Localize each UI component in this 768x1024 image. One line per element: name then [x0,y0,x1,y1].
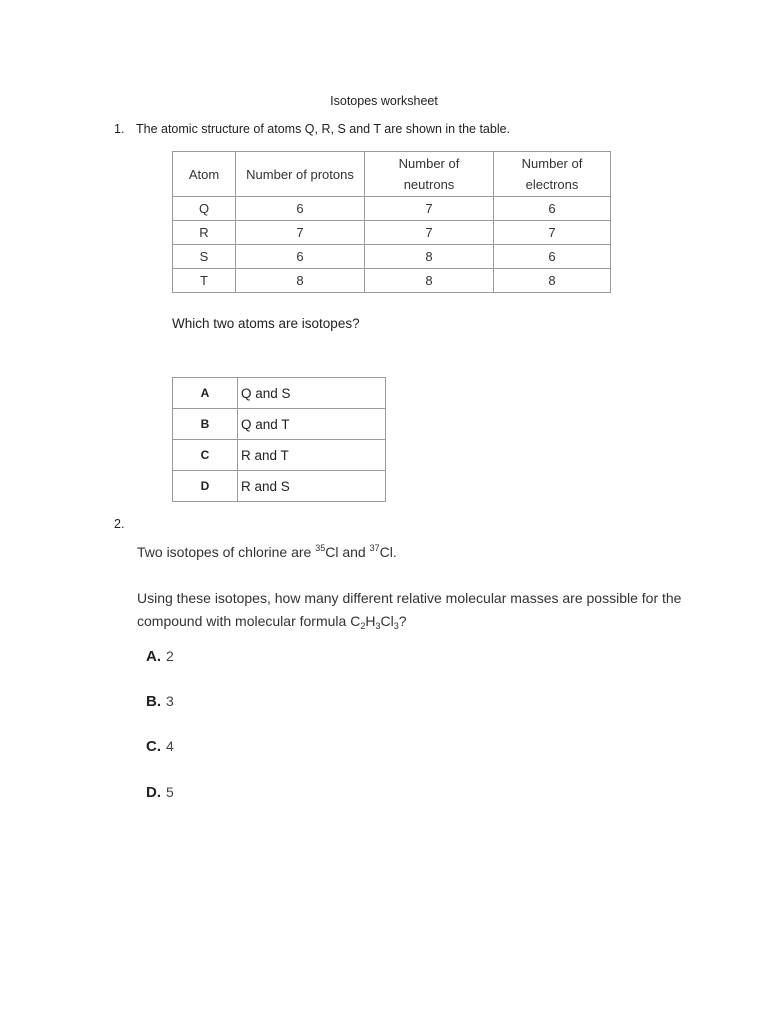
question-2-option-b[interactable] [146,693,174,710]
option-key: C [173,440,238,471]
option-row-b[interactable] [173,409,386,440]
option-row-c[interactable] [173,440,386,471]
table-row [173,269,611,293]
question-2-option-c[interactable] [146,738,174,755]
header-electrons [494,152,611,197]
formula-element: Cl [380,613,394,629]
table-row [173,221,611,245]
option-row-a[interactable] [173,378,386,409]
isotope-2-symbol: Cl. [379,544,397,560]
cell-atom: R [173,221,236,245]
worksheet-title: Isotopes worksheet [330,94,438,108]
question-1-prompt: Which two atoms are isotopes? [172,316,360,331]
formula-subscript: 3 [393,621,399,631]
option-text: Q and S [238,378,386,409]
question-2-number: 2. [114,517,125,531]
question-1-number: 1. [114,122,125,136]
cell-protons: 7 [236,221,365,245]
table-row [173,197,611,221]
option-key: A [173,378,238,409]
option-letter: B. [146,693,161,710]
formula-subscript: 2 [360,621,366,631]
cell-neutrons: 7 [365,221,494,245]
header-neutrons-line2: neutrons [403,177,455,192]
option-value: 5 [166,784,174,800]
cell-protons: 8 [236,269,365,293]
formula-element: H [365,613,376,629]
question-end: ? [398,613,407,629]
table-row [173,245,611,269]
option-text: R and S [238,471,386,502]
cell-neutrons: 8 [365,245,494,269]
header-electrons-line2: electrons [525,177,579,192]
header-electrons-line1: Number of [521,156,583,171]
option-value: 2 [166,648,174,664]
question-2-option-d[interactable] [146,784,174,801]
cell-electrons: 8 [494,269,611,293]
option-key: D [173,471,238,502]
option-letter: C. [146,738,161,755]
option-letter: A. [146,648,161,665]
header-neutrons [365,152,494,197]
question-1-options-table [172,377,386,502]
cell-neutrons: 7 [365,197,494,221]
question-text: Using these isotopes, how many different relative molecular masses are possible for the compound with molecular formula C [137,590,682,629]
option-key: B [173,409,238,440]
cell-electrons: 6 [494,245,611,269]
table-header-row [173,152,611,197]
intro-and: and [338,544,370,560]
question-2-text [137,587,727,638]
cell-atom: T [173,269,236,293]
cell-protons: 6 [236,245,365,269]
cell-atom: S [173,245,236,269]
cell-electrons: 7 [494,221,611,245]
cell-protons: 6 [236,197,365,221]
isotope-1-symbol: Cl [325,544,339,560]
question-1-stem [114,122,510,136]
cell-atom: Q [173,197,236,221]
option-text: Q and T [238,409,386,440]
isotope-1-mass: 35 [315,543,326,553]
question-2-option-a[interactable] [146,648,174,665]
option-row-d[interactable] [173,471,386,502]
atomic-structure-table [172,151,611,293]
isotope-2-mass: 37 [369,543,380,553]
header-neutrons-line1: Number of [398,156,460,171]
question-1-text: The atomic structure of atoms Q, R, S and T are shown in the table. [136,122,511,136]
intro-text: Two isotopes of chlorine are [137,544,316,560]
option-text: R and T [238,440,386,471]
option-value: 3 [166,693,174,709]
question-2-intro [137,543,397,560]
header-protons: Number of protons [236,152,365,197]
formula-subscript: 3 [375,621,381,631]
option-value: 4 [166,738,174,754]
header-atom: Atom [173,152,236,197]
cell-electrons: 6 [494,197,611,221]
cell-neutrons: 8 [365,269,494,293]
option-letter: D. [146,784,161,801]
